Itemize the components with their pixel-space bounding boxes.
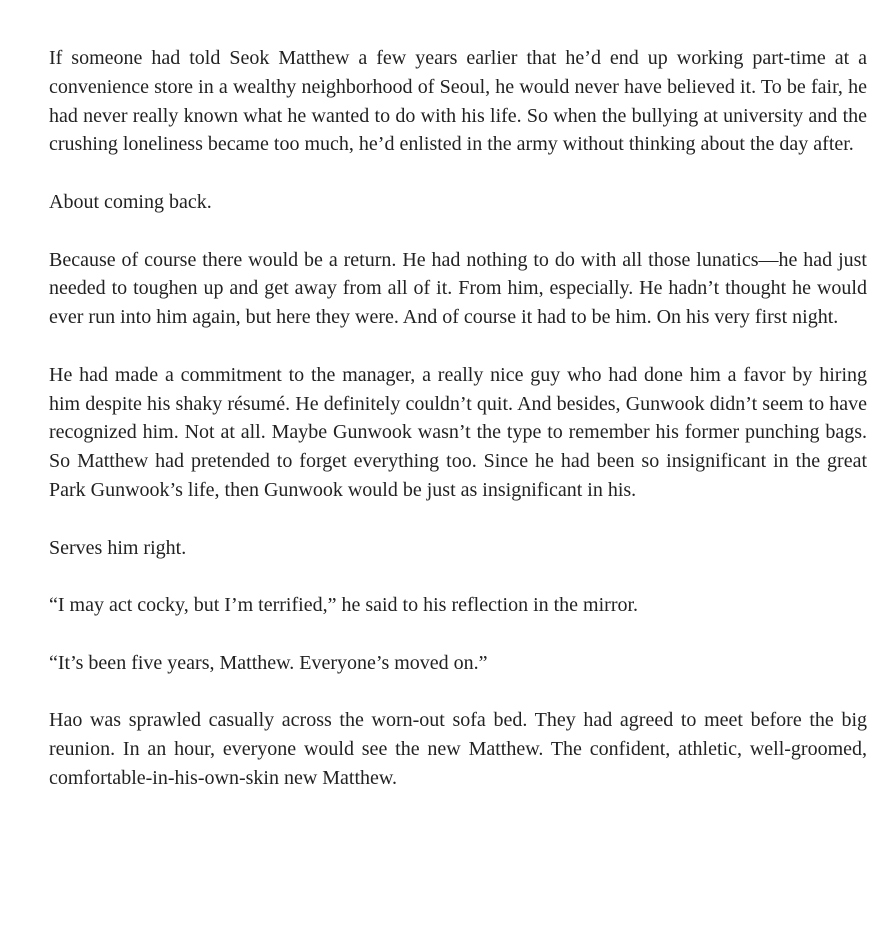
paragraph: If someone had told Seok Matthew a few years earlier that he’d end up working part-time at a convenience store in a wealthy neighborhood of Seoul, he would never have believed it. To be fair, he had never really known what he wanted to do with his life. So when the bullying at university and the crushing loneliness became too much, he’d enlisted in the army without thinking about the day after. bbox=[49, 47, 867, 156]
paragraph: “I may act cocky, but I’m terrified,” he said to his reflection in the mirror. bbox=[49, 594, 639, 617]
paragraph: Serves him right. bbox=[49, 536, 187, 559]
paragraph: He had made a commitment to the manager, a really nice guy who had done him a favor by hiring him despite his shaky résumé. He definitely couldn’t quit. And besides, Gunwook didn’t seem to have recognized him. Not at all. Maybe Gunwook wasn’t the type to remember his former punching bags. So Matthew had pretended to forget everything too. Since he had been so insignificant in the great Park Gunwook’s life, then Gunwook would be just as insignificant in his. bbox=[49, 363, 867, 501]
paragraph: Hao was sprawled casually across the worn-out sofa bed. They had agreed to meet before the big reunion. In an hour, everyone would see the new Matthew. The confident, athletic, well-groomed, comfortable-in-his-own-skin new Matthew. bbox=[49, 709, 867, 789]
paragraph: Because of course there would be a return. He had nothing to do with all those lunatics—he had just needed to toughen up and get away from all of it. From him, especially. He hadn’t thought he would ever run into him again, but here they were. And of course it had to be him. On his very first night. bbox=[49, 248, 867, 329]
paragraph: About coming back. bbox=[49, 190, 212, 213]
paragraph: “It’s been five years, Matthew. Everyone’s moved on.” bbox=[49, 651, 488, 674]
